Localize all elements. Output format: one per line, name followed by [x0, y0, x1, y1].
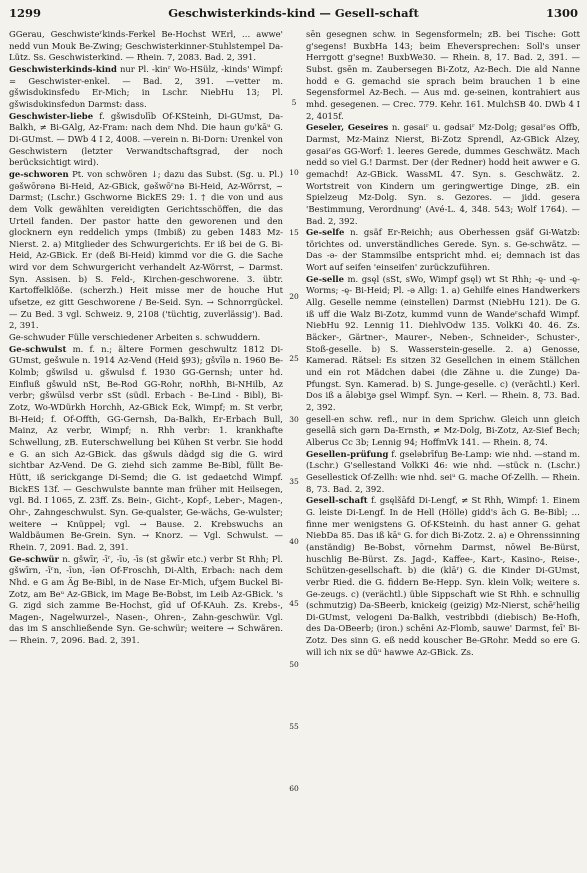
headword: Ge-selle	[306, 273, 344, 284]
dictionary-entry	[9, 554, 283, 647]
entry-text: m. gsęl (sSt, sWo, Wimpf gsęl) wt St Rhh; -ę- und -ę- Worms; -ę- Bi-Heid; Pl. -ǝ Allg: 1. a) Gehilfe eines Handwerkers Allg. Geselle nemme (einstellen) Darmst (NiebHu 121). De G. iß uff die Walz Bi-Zotz, kummd vunn de Wandeʳschafd Wimpf. NiebHu 92. Lennig 11. DiehlvOdw 135. VolkKi 40. 46. Zs. Bäcker-, Gärtner-, Maurer-, Neben-, Schneider-, Schuster-, Stoß-geselle. b) S. Wasserstein-geselle. 2. a) Genosse, Kamerad. Rätsel: Es sitzen 32 Gesellchen in einem Ställchen und ein rot Mädchen dabei (die Zähne u. die Zunge) Da-Pfungst. Syn. Kamerad. b) S. Junge-geselle. c) (verächtl.) Kerl. Dos iß a ālǝbiʒǝ gsel Wimpf. Syn. → Kerl. — Rhein. 8, 73. Bad. 2, 392.	[306, 273, 580, 412]
left-page-number: 1299	[9, 6, 42, 20]
dictionary-entry	[306, 274, 580, 414]
entry-text: GGerau, Geschwisteʳkinds-Ferkel Be-Hochst WErl, … awwe' nedd vun Mouk Be-Zwing; Geschwisterkinner-Stuhlstempel Da-Lütz. Ss. Geschwisterkind. — Rhein. 7, 2083. Bad. 2, 391.	[9, 29, 283, 63]
entry-text: m. f. n.; ältere Formen geschwultz 1812 Di-GUmst, gešwule n. 1914 Az-Vend (Heid §93); gšvīlə n. 1960 Be-Kolmb; gšwilsd u. gšwulsd f. 1930 GG-Gernsh; unter hd. Einfluß gšwuld nSt, Be-Rod GG-Rohr, noRhh, Bi-NHilb, Az verbr; gšwūlsd verbr sSt (südl. Erbach - Be-Lind - Bibl), Bi-Zotz, Wo-WDürkh Horchh, Az-GBick Eck, Wimpf; m. St verbr, Bi-Heid; f. Of-Offth, GG-Gernsh, Da-Balkh, Er-Erbach Bull, Mainz, Az verbr, Wimpf; n. Rhh verbr: 1. krankhafte Schwellung, zB. Euterschwellung bei Kühen St verbr. Sie hodd e G. an sich Az-GBick. das gšwuls dàdgd sig die G. wird sichtbar Az-Vend. De G. ziehd sich zamme Be-Bibl, füllt Be-Hütt, iß serickgange Di-Semd; die G. ist gedaetchd Wimpf. BickES 13f. — Geschwulste bannte man früher mit Heilsegen, vgl. Bd. I 1065, Z. 23ff. Zs. Bein-, Gicht-, Kopf-, Leber-, Magen-, Ohr-, Zahngeschwulst. Syn. Ge-qualster, Ge-wächs, Ge-wulster; weitere → Knüppel; vgl. → Bause. 2. Krebswuchs an Waldbäumen Be-Grein. Syn. → Knorz. — Vgl. Schwulst. — Rhein. 7, 2091. Bad. 2, 391.	[9, 343, 283, 552]
headword: Ge-schwür	[9, 553, 59, 564]
dictionary-entry	[9, 111, 283, 169]
entry-text: Ge-schwuder Fülle verschiedener Arbeiten s. schwuddern.	[9, 332, 261, 343]
headword: Gesellen-prüfung	[306, 448, 389, 459]
headword: Geschwisterkinds-kind	[9, 63, 117, 74]
headword: Geschwister-liebe	[9, 110, 94, 121]
entry-text: n. gǝsaiʳ u. gǝdsaiʳ Mz-Dolg; gǝsaiʳǝs Offb, Darmst, Mz-Mainz Nierst, Bi-Zotz Sprendl, Az-GBick Alzey, gǝsaiʳǝs GG-Worf: 1. leeres Gerede, dummes Geschwätz. Mach nedd so viel G.! Darmst. Der (der Redner) hodd heit awwer e G. gemachd! Az-GBick. WassML 47. Syn. s. Geschwätz. 2. Wortstreit von Kindern um geringwertige Dinge, zB. ein Spielzeug Mz-Dolg. Syn. s. Gezores. — jidd. gesera 'Bestimmung, Verordnung' (Avé-L. 4, 348. 543; Wolf 1764). — Bad. 2, 392.	[306, 122, 581, 226]
entry-text: n. gsäf Er-Reichh; aus Oberhessen gsäf Gi-Watzb: törichtes od. unverständliches Gerede. Syn. s. Ge-schwätz. — Das -ǝ- der Stammsilbe entspricht mhd. ei; demnach ist das Wort auf seifen 'einseifen' zurückzuführen.	[306, 227, 580, 273]
line-number: 10	[289, 168, 299, 177]
headword: Ge-schwulst	[9, 343, 67, 354]
line-number: 5	[291, 98, 297, 107]
line-number: 60	[289, 784, 299, 793]
entry-text: f. gselǝbrīfuŋ Be-Lamp: wie nhd. —stand m. (Lschr.) G'sellestand VolkKi 46: wie nhd. —stück n. (Lschr.) Gesellestick Of-Zellh: wie nhd. seiᵘ G. mache Of-Zellh. — Rhein. 8, 73. Bad. 2, 392.	[306, 448, 580, 494]
line-number: 40	[289, 537, 299, 546]
headword: Ge-selfe	[306, 227, 345, 238]
line-number: 35	[289, 477, 299, 486]
line-number: 20	[289, 292, 299, 301]
headword: Geseler, Geseires	[306, 122, 389, 133]
dictionary-entry	[9, 332, 283, 344]
entry-text: Pt. von schwören ↓; dazu das Subst. (Sg. u. Pl.) gǝšwōrǝnǝ Bi-Heid, Az-GBick, gǝšwōʳnǝ Bi-Heid, Az-Wörrst, ~ Darmst; (Lschr.) Gschworne BickES 29: 1. † die von und aus dem Volk gewählten vereidigten Gerichtsschöffen, die das Urteil fanden. Der pastor hatte den geworenen und den glocknern eyn reddelich ymps (Imbiß) zu geben 1483 Mz-Nierst. 2. a) Mitglieder des Schwurgerichts. Er iß bei de G. Bi-Heid, Az-GBick. Er (deß Bi-Heid) kimmd vor die G. die Sache wird vor dem Schwurgericht verhandelt Az-Wörrst, ~ Darmst. Syn. Assisen. b) S. Feld-, Kirchen-geschworene. 3. übtr. Kartoffelklöße. (scherzh.) Heit misse mer de houche Hut ufsetze, ez gitt Geschworene / Be-Seid. Syn. → Schnorrgückel. — Zu Bed. 3 vgl. Schweiz. 9, 2108 ('tüchtig, zuverlässig'). Bad. 2, 391.	[9, 168, 284, 331]
dictionary-entry	[9, 169, 283, 332]
dictionary-entry	[306, 122, 580, 227]
line-number: 30	[289, 415, 299, 424]
entry-text: f. gsęlšāfd Di-Lengf, ≠ St Rhh, Wimpf: 1. Einem G. leiste Di-Lengf. In de Hell (Hölle) gidd's āch G. Be-Bibl; … finne mer wenigstens G. Of-KSteinh. du hast anner G. gehat NiebDa 85. Das iß kāᵘ G. for dich Bi-Zotz. 2. a) e Ohrenssinning (anständig) Be-Bobst, vōrnehm Darmst, nōwel Be-Bürst, huschlig Be-Bürst. Zs. Jagd-, Kaffee-, Kart-, Kasino-, Reise-, Schützen-gesellschaft. b) die (klāʳ) G. die Kinder Di-GUmst, verbr Ried. die G. fiddern Be-Hepp. Syn. klein Volk; weitere s. Ge-zeugs. c) (verächtl.) üble Sippschaft wie St Rhh. e schnullig (schmutzig) Da-SBeerb, knickeig (geizig) Mz-Nierst, schēʳheilig Di-GUmst, velogeni Da-Balkh, vestribbdi (diebisch) Be-Hofh, des Da-OBeerb; (iron.) schēni Az-Flomb, sauwe' Darmst, feī' Bi-Zotz. Des sinn G. eß nedd kouscher Be-GRohr. Medd so ere G. will ich nix se dūᵘ hawwe Az-GBick. Zs.	[306, 495, 580, 657]
running-title: Geschwisterkinds-kind — Gesell-schaft	[168, 6, 419, 20]
dictionary-entry	[306, 29, 580, 122]
right-page-number: 1300	[545, 6, 578, 20]
dictionary-entry	[9, 29, 283, 64]
page-header	[9, 6, 578, 24]
entry-text: n. gšwīr, -īʳ, -īʋ, -īs (st gšwīr etc.) verbr St Rhh; Pl. gšwīrn, -īʳn, -īʋn, -īǝn Of-Froschh, Di-Alth, Erbach: nach dem Nhd. e G am Äg Be-Bibl, in de Nase Er-Mich, ufʒem Buckel Bi-Zotz, am Beᵘ Az-GBick, im Mage Be-Bobst, im Leib Az-GBick. 's G. zigd sich zamme Be-Hochst, gīd uf Of-KAuh. Zs. Krebs-, Magen-, Nagelwurzel-, Nasen-, Ohren-, Zahn-geschwür. Vgl. das im S anschließende Syn. Ge-schwür; weitere → Schwären. — Rhein. 7, 2096. Bad. 2, 391.	[9, 553, 283, 646]
line-number: 45	[289, 599, 299, 608]
dictionary-entry	[9, 64, 283, 111]
entry-text: nur Pl. -kinʳ Wo-HSülz, -kinds' Wimpf: = Geschwister-enkel. — Bad. 2, 391. —vetter m. gšwisdʋkinsfedʋ Er-Mich; in Lschr. NiebHu 13; Pl. gšwisdʋkinsfedʋn Darmst: dass.	[9, 63, 283, 109]
left-column	[9, 29, 283, 647]
entry-text: f. gšwisdʋlīb Of-KSteinh, Di-GUmst, Da-Balkh, ≠ Bi-GAlg, Az-Fram: nach dem Nhd. Die haun gʋ'kāᵘ G. Di-GUmst. — DWb 4 I 2, 4008. —verein n. Bi-Dorn: Urenkel von Geschwistern (letzter Verwandtschaftsgrad, der noch berücksichtigt wird).	[9, 110, 283, 168]
dictionary-entry	[306, 227, 580, 274]
line-number: 15	[289, 228, 299, 237]
line-number: 55	[289, 722, 299, 731]
dictionary-entry	[306, 449, 580, 496]
dictionary-entry	[9, 344, 283, 554]
entry-text: gesell-en schw. refl., nur in dem Sprichw. Gleich unn gleich gesellā sich gǝrn Da-Ernsth, ≠ Mz-Dolg, Bi-Zotz, Az-Sief Bech; Alberus Cc 3b; Lennig 94; HoffmVk 141. — Rhein. 8, 74.	[306, 413, 580, 447]
line-number: 25	[289, 354, 299, 363]
right-column	[306, 29, 580, 658]
headword: Gesell-schaft	[306, 495, 368, 506]
entry-text: sēn gesegnen schw. in Segensformeln; zB. bei Tische: Gott g'segens! BuxbHa 143; beim Eheversprechen: Soll's unser Herrgott g'segne! BuxbWe30. — Rhein. 8, 17. Bad. 2, 391. — Subst. gsēn m. Zaubersegen Bi-Zotz, Az-Bech. Die ald Nanne hodd e G. gemachd sie sprach beim brauchen 1 b eine Segensformel Az-Bech. — Aus md. ge-seinen, kontrahiert aus mhd. gesegenen. — Crec. 779. Kehr. 161. MulchSB 40. DWb 4 I 2, 4015f.	[306, 29, 580, 121]
headword: ge-schworen	[9, 168, 69, 179]
dictionary-entry	[306, 495, 580, 658]
line-number: 50	[289, 660, 299, 669]
dictionary-entry	[306, 414, 580, 449]
